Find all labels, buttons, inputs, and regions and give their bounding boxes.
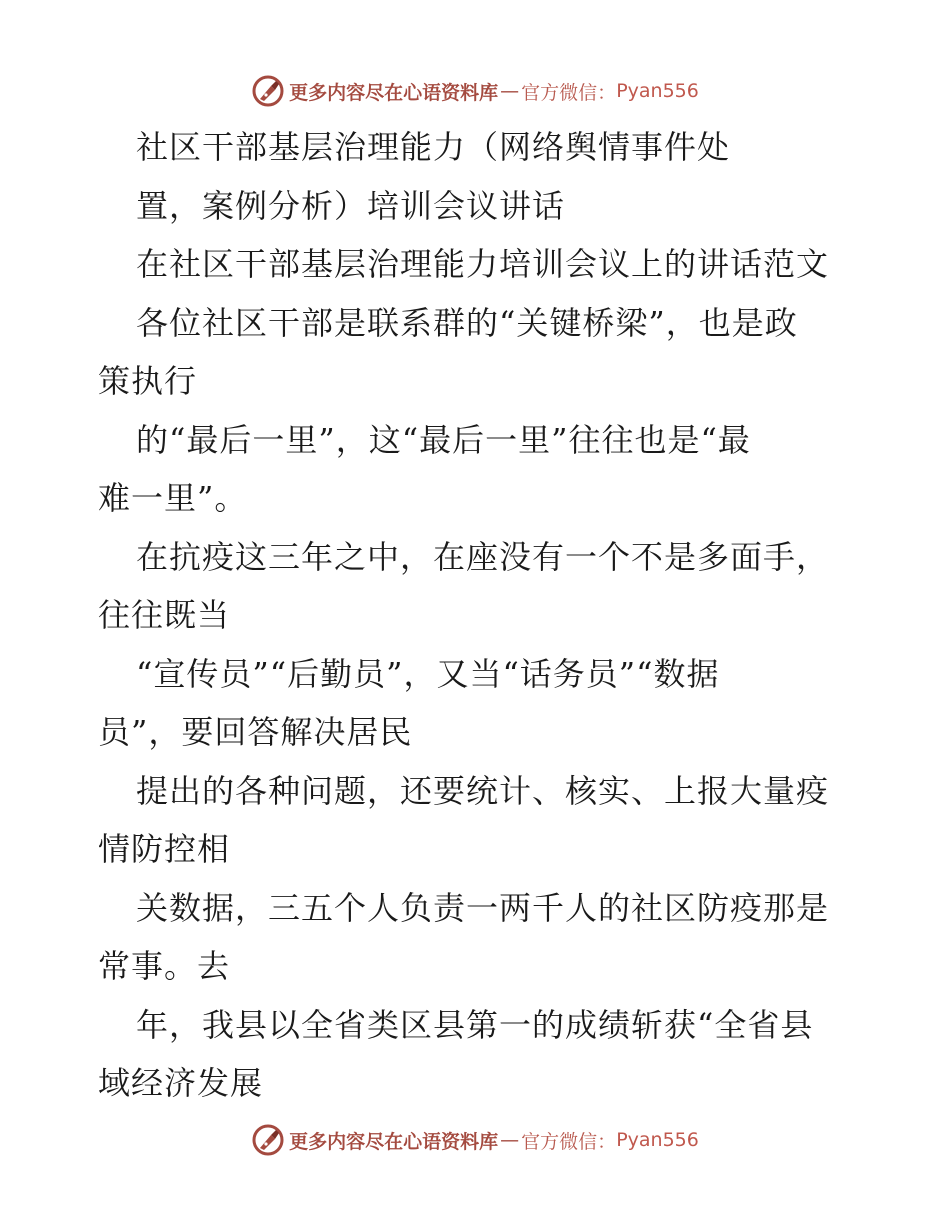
paragraph-line: 策执行 — [98, 362, 198, 400]
banner-text: 更多内容尽在心语资料库 — [289, 81, 499, 104]
header-watermark-banner — [0, 71, 950, 111]
paragraph-line: 员”，要回答解决居民 — [98, 713, 413, 751]
banner-wechat-label: 官方微信： — [521, 81, 617, 104]
banner-text: 更多内容尽在心语资料库 — [289, 1130, 499, 1153]
banner-wechat-id: Pyan556 — [616, 1129, 699, 1151]
pen-nib-logo-icon — [251, 74, 285, 108]
banner-wechat-label: 官方微信： — [521, 1130, 617, 1153]
paragraph-line: 在抗疫这三年之中，在座没有一个不是多面手， — [136, 537, 830, 576]
title-line-1: 社区干部基层治理能力（网络舆情事件处 — [136, 128, 731, 166]
paragraph-line: 年，我县以全省类区县第一的成绩斩获“全省县 — [136, 1005, 814, 1044]
paragraph-line: 提出的各种问题，还要统计、核实、上报大量疫 — [136, 771, 830, 810]
paragraph-line: 各位社区干部是联系群的“关键桥梁”，也是政 — [136, 303, 798, 342]
title-line-2: 置，案例分析）培训会议讲话 — [136, 186, 566, 225]
paragraph-line: 域经济发展 — [98, 1064, 264, 1102]
paragraph-line: 常事。去 — [98, 947, 231, 985]
paragraph-line: 往往既当 — [98, 596, 231, 634]
paragraph-line: 情防控相 — [98, 830, 231, 868]
pen-nib-logo-icon — [251, 1123, 285, 1157]
banner-wechat-id: Pyan556 — [616, 80, 699, 102]
paragraph-line: 难一里”。 — [98, 479, 248, 517]
paragraph-line: “宣传员”“后勤员”，又当“话务员”“数据 — [136, 654, 720, 693]
paragraph-line: 在社区干部基层治理能力培训会议上的讲话范文 — [136, 245, 830, 283]
banner-separator: — — [500, 80, 520, 102]
banner-separator: — — [500, 1129, 520, 1151]
paragraph-line: 的“最后一里”，这“最后一里”往往也是“最 — [136, 420, 751, 459]
paragraph-line: 关数据，三五个人负责一两千人的社区防疫那是 — [136, 888, 830, 927]
document-body — [98, 118, 858, 1113]
footer-watermark-banner — [0, 1120, 950, 1160]
